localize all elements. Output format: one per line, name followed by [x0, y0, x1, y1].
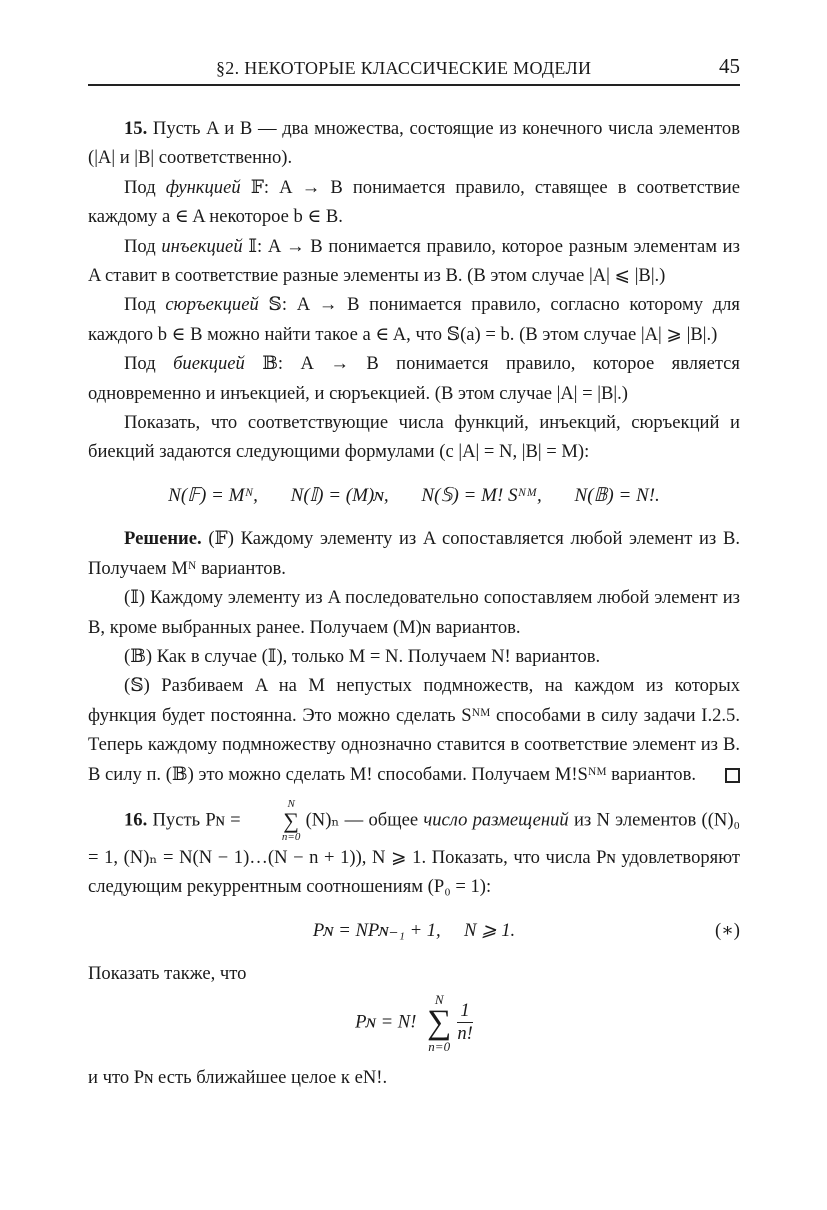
equation-tag: (∗): [714, 919, 740, 941]
surjection-definition: [88, 290, 740, 349]
sum-lower: n=0: [281, 830, 301, 843]
term-function: функцией: [165, 176, 241, 198]
def-prefix: Под: [124, 235, 162, 257]
term-arrangements: число размещений: [423, 809, 569, 831]
function-definition: [88, 173, 740, 232]
recurrence-formula: Pɴ = NPɴ₋₁ + 1, N ⩾ 1.: [312, 919, 516, 941]
injection-definition: [88, 232, 740, 291]
formula-injections: N(𝕀) = (M)ɴ,: [290, 484, 389, 506]
problem-15-intro: [88, 114, 740, 173]
formula-surjections: N(𝕊) = M! Sᴺᴹ,: [421, 484, 542, 506]
section-title: §2. НЕКОТОРЫЕ КЛАССИЧЕСКИЕ МОДЕЛИ: [216, 58, 592, 78]
problem-number: 16.: [124, 809, 148, 831]
def-prefix: Под: [124, 176, 166, 198]
problem-15-statement: Пусть A и B — два множества, состоящие из конечного числа элементов (|A| и |B| соответственно).: [88, 118, 740, 169]
numerator: 1: [460, 1000, 470, 1022]
def-body: 𝕊: A → B понимается правило, согласно которому для каждого b ∈ B можно найти такое a ∈ A, что 𝕊(a) = b. (В этом случае |A| ⩾ |B|.): [88, 294, 740, 345]
fraction: [457, 1000, 473, 1045]
term-bijection: биекцией: [173, 353, 245, 375]
sum-lower: n=0: [428, 1038, 451, 1054]
qed-symbol: [725, 768, 740, 783]
problem-number: 15.: [124, 118, 148, 139]
solution-surjections: (𝕊) Разбиваем A на M непустых подмножеств, на каждом из которых функция будет постоянна. Это можно сделать Sᴺᴹ способами в силу задачи I.2.5. Теперь каждому подмножеству однозначно ставится в соответствие элемент из B. В силу п. (𝔹) это можно сделать M! способами. Получаем M!Sᴺᴹ вариантов.: [88, 675, 740, 785]
final-statement: и что Pɴ есть ближайшее целое к eN!.: [88, 1066, 388, 1088]
p16-text-a: Пусть Pɴ =: [152, 809, 246, 831]
running-header: [88, 54, 740, 86]
problem-16-statement: [88, 799, 740, 902]
term-injection: инъекцией: [161, 235, 243, 257]
formula-bijections: N(𝔹) = N!.: [574, 484, 660, 506]
recurrence-equation: [88, 916, 740, 945]
solution-label: Решение.: [124, 528, 202, 550]
bijection-definition: [88, 349, 740, 408]
solution-B: (𝔹) Как в случае (𝕀), только M = N. Получаем N! вариантов.: [124, 645, 601, 667]
problem-15-task: Показать, что соответствующие числа функций, инъекций, сюръекций и биекций задаются следующими формулами (с |A| = N, |B| = M):: [88, 412, 740, 463]
solution-S: [88, 671, 740, 789]
page-number: 45: [719, 54, 740, 78]
def-body: 𝔽: A → B понимается правило, ставящее в соответствие каждому a ∈ A некоторое b ∈ B.: [88, 176, 740, 228]
def-body: 𝕀: A → B понимается правило, которое разным элементам из A ставит в соответствие разные элементы из B. (В этом случае |A| ⩽ |B|.): [88, 235, 740, 287]
formula-functions: N(𝔽) = Mᴺ,: [168, 484, 258, 506]
sum-formula: [88, 993, 740, 1053]
sum-symbol: N ∑ n=0: [427, 991, 452, 1054]
main-text: [88, 114, 740, 1092]
formula-lhs: Pɴ = N!: [355, 1010, 422, 1032]
def-body: 𝔹: A → B понимается правило, которое является одновременно и инъекцией, и сюръекцией. (В этом случае |A| = |B|.): [88, 353, 740, 404]
solution-functions: (𝔽) Каждому элементу из A сопоставляется любой элемент из B. Получаем Mᴺ вариантов.: [88, 528, 740, 579]
def-prefix: Под: [124, 353, 174, 375]
sum-symbol: N ∑ n=0: [246, 799, 300, 843]
solution-F: [88, 524, 740, 583]
also-show: Показать также, что: [88, 963, 247, 985]
solution-I: (𝕀) Каждому элементу из A последовательно сопоставляем любой элемент из B, кроме выбранных ранее. Получаем (M)ɴ вариантов.: [88, 587, 740, 638]
sum-upper: N: [434, 991, 444, 1007]
denominator: n!: [457, 1023, 473, 1045]
sum-upper: N: [287, 797, 295, 810]
term-surjection: сюръекцией: [165, 294, 259, 316]
p16-text-b: (N)ₙ — общее: [300, 809, 424, 831]
counting-formulas: [88, 481, 740, 510]
def-prefix: Под: [124, 294, 166, 316]
p16-text-c: из N элементов ((N)₀ = 1, (N)ₙ = N(N − 1)…(N − n + 1)), N ⩾ 1. Показать, что числа Pɴ удовлетворяют следующим рекуррентным соотношениям (P₀ = 1):: [88, 809, 741, 898]
